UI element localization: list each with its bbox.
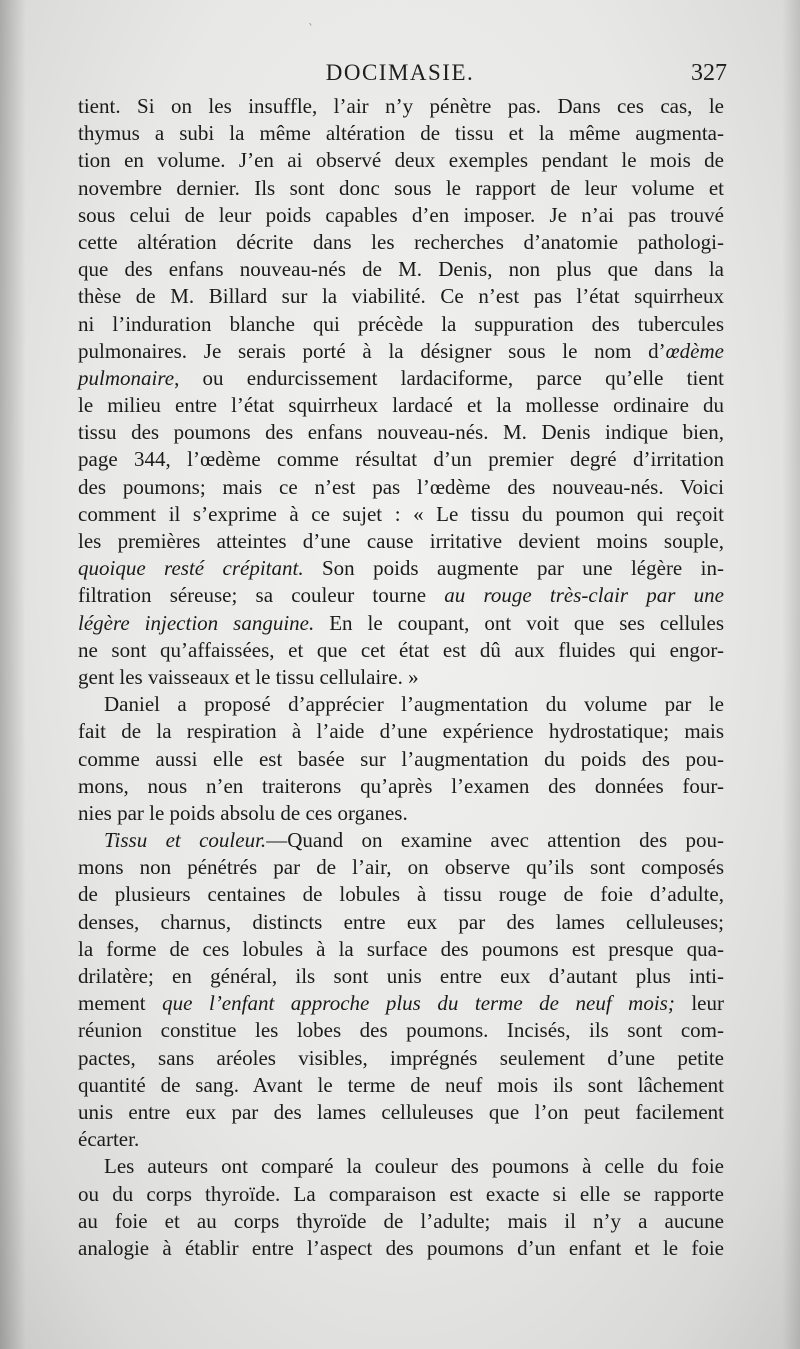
text-line [78,474,724,501]
text-segment: comment il s’exprime à ce sujet : « Le tissu du poumon qui reçoit [78,501,724,526]
text-line [78,1017,724,1044]
italic-segment: que l’enfant approche plus du terme de neuf mois; [162,991,675,1016]
text-segment: au foie et au corps thyroïde de l’adulte; mais il n’y a aucune [78,1208,724,1233]
text-line [78,854,724,881]
text-segment: page 344, l’œdème comme résultat d’un premier degré d’irritation [78,447,724,472]
text-segment: Son poids augmente par une légère in- [303,556,724,581]
text-segment: cette altération décrite dans les recherches d’anatomie pathologi- [78,229,724,254]
italic-segment: au rouge très-clair par une [444,583,724,608]
text-segment: pactes, sans aréoles visibles, imprégnés seulement d’une petite [78,1045,724,1070]
text-segment: que des enfans nouveau-nés de M. Denis, non plus que dans la [78,257,724,282]
text-line [78,1099,724,1126]
text-line [78,365,724,392]
text-line [78,746,724,773]
text-segment: novembre dernier. Ils sont donc sous le rapport de leur volume et [78,175,724,200]
text-segment: ou du corps thyroïde. La comparaison est exacte si elle se rapporte [78,1181,724,1206]
text-segment: ni l’induration blanche qui précède la suppuration des tubercules [78,311,724,336]
text-segment: analogie à établir entre l’aspect des poumons d’un enfant et le foie [78,1235,724,1260]
text-segment: tient. Si on les insuffle, l’air n’y pénètre pas. Dans ces cas, le [78,94,724,118]
text-line [78,283,724,310]
text-line [78,963,724,990]
text-segment: thymus a subi la même altération de tissu et la même augmenta- [78,121,724,146]
stray-ink-mark: ˋ [308,22,314,36]
text-line [78,1153,724,1180]
text-line [78,1235,724,1262]
text-segment: mement [78,991,163,1016]
body-text [78,93,724,1262]
text-line [78,773,724,800]
text-line [78,909,724,936]
text-line [78,881,724,908]
text-segment: réunion constitue les lobes des poumons. Incisés, ils sont com- [78,1018,724,1043]
text-segment: denses, charnus, distincts entre eux par des lames celluleuses; [78,909,724,934]
text-segment: le milieu entre l’état squirrheux lardacé et la mollesse ordinaire du [78,393,724,418]
text-line [78,637,724,664]
text-line [78,827,724,854]
page-number: 327 [691,60,727,86]
text-line [78,1072,724,1099]
text-segment: de plusieurs centaines de lobules à tissu rouge de foie d’adulte, [78,882,724,907]
italic-segment: légère injection sanguine. [78,610,315,635]
text-segment: ne sont qu’affaissées, et que cet état est dû aux fluides qui engor- [78,637,724,662]
text-segment: , ou endurcissement lardaciforme, parce qu’elle tient [174,365,724,390]
text-line [78,311,724,338]
italic-segment: pulmonaire [78,365,175,390]
text-line [78,256,724,283]
text-segment: les premières atteintes d’une cause irritative devient moins souple, [78,529,724,553]
text-line [78,800,724,827]
text-segment: Daniel a proposé d’apprécier l’augmentation du volume par le [104,692,724,717]
text-segment: quantité de sang. Avant le terme de neuf mois ils sont lâchement [78,1072,724,1097]
text-segment: —Quand on examine avec attention des pou- [266,828,724,853]
italic-segment: quoique resté crépitant. [78,556,304,581]
text-segment: sous celui de leur poids capables d’en imposer. Je n’ai pas trouvé [78,202,724,227]
text-line [78,1208,724,1235]
text-segment: tion en volume. J’en ai observé deux exemples pendant le mois de [78,148,724,173]
text-line [78,555,724,582]
text-segment: gent les vaisseaux et le tissu cellulaire. » [78,664,419,689]
text-segment: la forme de ces lobules à la surface des poumons est presque qua- [78,936,724,961]
text-line [78,93,724,120]
running-head [0,60,800,90]
text-line [78,392,724,419]
text-segment: mons, nous n’en traiterons qu’après l’examen des données four- [78,773,724,798]
running-title: DOCIMASIE. [325,60,475,85]
text-line [78,202,724,229]
text-segment: comme aussi elle est basée sur l’augmentation du poids des pou- [78,746,724,771]
text-segment: leur [674,991,724,1016]
text-line [78,610,724,637]
text-segment: drilatère; en général, ils sont unis entre eux d’autant plus inti- [78,964,724,988]
text-segment: fait de la respiration à l’aide d’une expérience hydrostatique; mais [78,719,724,744]
text-segment: nies par le poids absolu de ces organes. [78,800,408,825]
text-segment: Les auteurs ont comparé la couleur des poumons à celle du foie [104,1154,724,1179]
text-line [78,229,724,256]
text-line [78,419,724,446]
text-segment: des poumons; mais ce n’est pas l’œdème des nouveau-nés. Voici [78,474,724,499]
text-segment: pulmonaires. Je serais porté à la désigner sous le nom d’ [78,338,666,363]
text-line [78,582,724,609]
text-line [78,718,724,745]
text-line [78,338,724,365]
text-segment: En le coupant, ont voit que ses cellules [314,610,724,635]
text-line [78,120,724,147]
text-segment: tissu des poumons des enfans nouveau-nés. M. Denis indique bien, [78,420,724,445]
text-segment: filtration séreuse; sa couleur tourne [78,583,445,608]
text-segment: écarter. [78,1127,140,1152]
text-line [78,1181,724,1208]
italic-segment: Tissu et couleur. [104,828,267,853]
text-line [78,175,724,202]
text-line [78,501,724,528]
italic-segment: œdème [665,338,724,363]
text-segment: mons non pénétrés par de l’air, on observe qu’ils sont composés [78,855,724,880]
text-segment: thèse de M. Billard sur la viabilité. Ce n’est pas l’état squirrheux [78,284,724,309]
text-line [78,691,724,718]
text-line [78,1126,724,1153]
text-line [78,446,724,473]
text-line [78,990,724,1017]
text-line [78,147,724,174]
text-line [78,664,724,691]
text-line [78,936,724,963]
text-segment: unis entre eux par des lames celluleuses que l’on peut facilement [78,1099,724,1124]
text-line [78,1045,724,1072]
text-line [78,528,724,555]
